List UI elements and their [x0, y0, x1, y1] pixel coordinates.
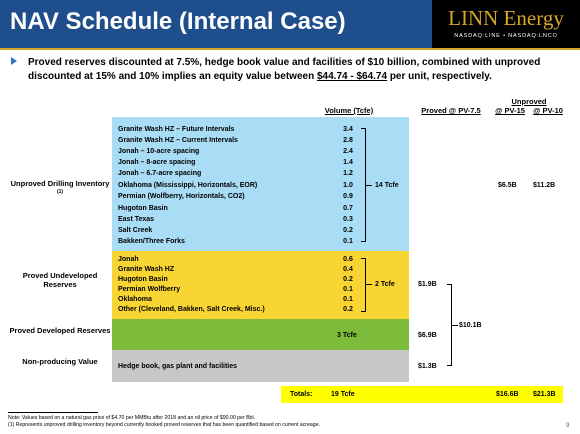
- proved-group-total: $10.1B: [459, 322, 482, 329]
- pud-item-name: Granite Wash HZ: [118, 266, 175, 273]
- pud-item-volume: 0.2: [343, 276, 353, 283]
- unproved-item-volume: 1.2: [343, 170, 353, 177]
- pdp-label: Proved Developed Reserves: [9, 326, 111, 335]
- unproved-item-volume: 1.4: [343, 159, 353, 166]
- unproved-brace-tick: [366, 185, 372, 186]
- pud-brace-tick: [366, 284, 372, 285]
- unproved-pv15: $6.5B: [498, 182, 517, 189]
- column-pv15: @ PV-15: [495, 106, 525, 115]
- page-title: NAV Schedule (Internal Case): [10, 8, 346, 35]
- unproved-item-name: Permian (Wolfberry, Horizontals, CO2): [118, 193, 245, 200]
- unproved-total-volume: 14 Tcfe: [375, 182, 399, 189]
- totals-volume: 19 Tcfe: [331, 391, 355, 398]
- intro-text-b: per unit, respectively.: [387, 71, 492, 82]
- unproved-item-name: Bakken/Three Forks: [118, 238, 185, 245]
- intro-text-a: Proved reserves discounted at 7.5%, hedge book value and facilities of $10 billion, combined with unproved discounted at 15% and 10% implies an equity value between: [28, 57, 541, 82]
- totals-pv10: $21.3B: [533, 391, 556, 398]
- unproved-footnote-mark: (1): [56, 189, 64, 195]
- pud-item-volume: 0.2: [343, 306, 353, 313]
- pud-item-volume: 0.1: [343, 296, 353, 303]
- unproved-label-text: Unproved Drilling Inventory: [10, 179, 110, 188]
- unproved-item-volume: 0.7: [343, 205, 353, 212]
- unproved-item-name: Hugoton Basin: [118, 205, 168, 212]
- nonproducing-proved-value: $1.3B: [418, 363, 437, 370]
- pud-label: Proved Undeveloped Reserves: [22, 271, 98, 289]
- unproved-item-volume: 0.2: [343, 227, 353, 234]
- unproved-item-volume: 3.4: [343, 126, 353, 133]
- logo-name: LINN Energy: [448, 6, 564, 30]
- pdp-band: [112, 319, 409, 350]
- pdp-volume: 3 Tcfe: [337, 332, 357, 339]
- unproved-item-name: Jonah – 8-acre spacing: [118, 159, 196, 166]
- totals-label: Totals:: [290, 391, 313, 398]
- unproved-item-name: East Texas: [118, 216, 155, 223]
- pud-total-volume: 2 Tcfe: [375, 281, 395, 288]
- unproved-label: [8, 179, 112, 199]
- column-pv10: @ PV-10: [533, 106, 563, 115]
- company-logo: [432, 0, 580, 48]
- totals-band: [281, 386, 563, 403]
- pud-proved-value: $1.9B: [418, 281, 437, 288]
- pud-item-name: Oklahoma: [118, 296, 152, 303]
- note-text: Note: Values based on a natural gas price of $4.70 per MMBtu after 2018 and an oil price of $90.00 per Bbl.: [8, 415, 256, 421]
- unproved-item-name: Granite Wash HZ – Future Intervals: [118, 126, 235, 133]
- unproved-item-name: Salt Creek: [118, 227, 153, 234]
- unproved-item-name: Oklahoma (Mississippi, Horizontals, EOR): [118, 182, 258, 189]
- bullet-arrow-icon: [11, 57, 17, 65]
- unproved-item-volume: 0.3: [343, 216, 353, 223]
- pud-item-name: Permian Wolfberry: [118, 286, 181, 293]
- pud-item-volume: 0.4: [343, 266, 353, 273]
- column-unproved-group: Unproved: [511, 97, 547, 106]
- footnote-1: (1) Represents unproved drilling inventory beyond currently booked proved reserves that has been quantified based on current acreage.: [8, 422, 321, 428]
- unproved-item-volume: 2.8: [343, 137, 353, 144]
- unproved-item-name: Jonah – 6.7-acre spacing: [118, 170, 202, 177]
- unproved-item-name: Jonah – 10-acre spacing: [118, 148, 200, 155]
- pud-item-name: Hugoton Basin: [118, 276, 168, 283]
- nonproducing-label: Non-producing Value: [22, 357, 98, 366]
- unproved-item-volume: 2.4: [343, 148, 353, 155]
- header-divider: [0, 48, 580, 50]
- proved-group-brace-tick: [452, 325, 458, 326]
- unproved-item-volume: 0.9: [343, 193, 353, 200]
- logo-tickers: NASDAQ:LINE • NASDAQ:LNCO: [454, 33, 558, 39]
- intro-value-range: $44.74 - $64.74: [316, 71, 388, 82]
- pud-brace: [361, 258, 366, 312]
- pud-item-name: Other (Cleveland, Bakken, Salt Creek, Misc.): [118, 306, 265, 313]
- unproved-pv10: $11.2B: [533, 182, 556, 189]
- pud-item-name: Jonah: [118, 256, 139, 263]
- totals-pv15: $16.6B: [496, 391, 519, 398]
- column-proved: Proved @ PV-7.5: [421, 106, 481, 115]
- page-number: 9: [566, 423, 570, 429]
- column-volume: Volume (Tcfe): [324, 106, 374, 115]
- unproved-item-name: Granite Wash HZ – Current Intervals: [118, 137, 238, 144]
- pud-item-volume: 0.6: [343, 256, 353, 263]
- pdp-proved-value: $6.9B: [418, 332, 437, 339]
- pud-item-volume: 0.1: [343, 286, 353, 293]
- nonproducing-description: Hedge book, gas plant and facilities: [118, 363, 238, 370]
- unproved-item-volume: 0.1: [343, 238, 353, 245]
- intro-text: [28, 56, 568, 84]
- unproved-item-volume: 1.0: [343, 182, 353, 189]
- notes-divider: [8, 412, 98, 413]
